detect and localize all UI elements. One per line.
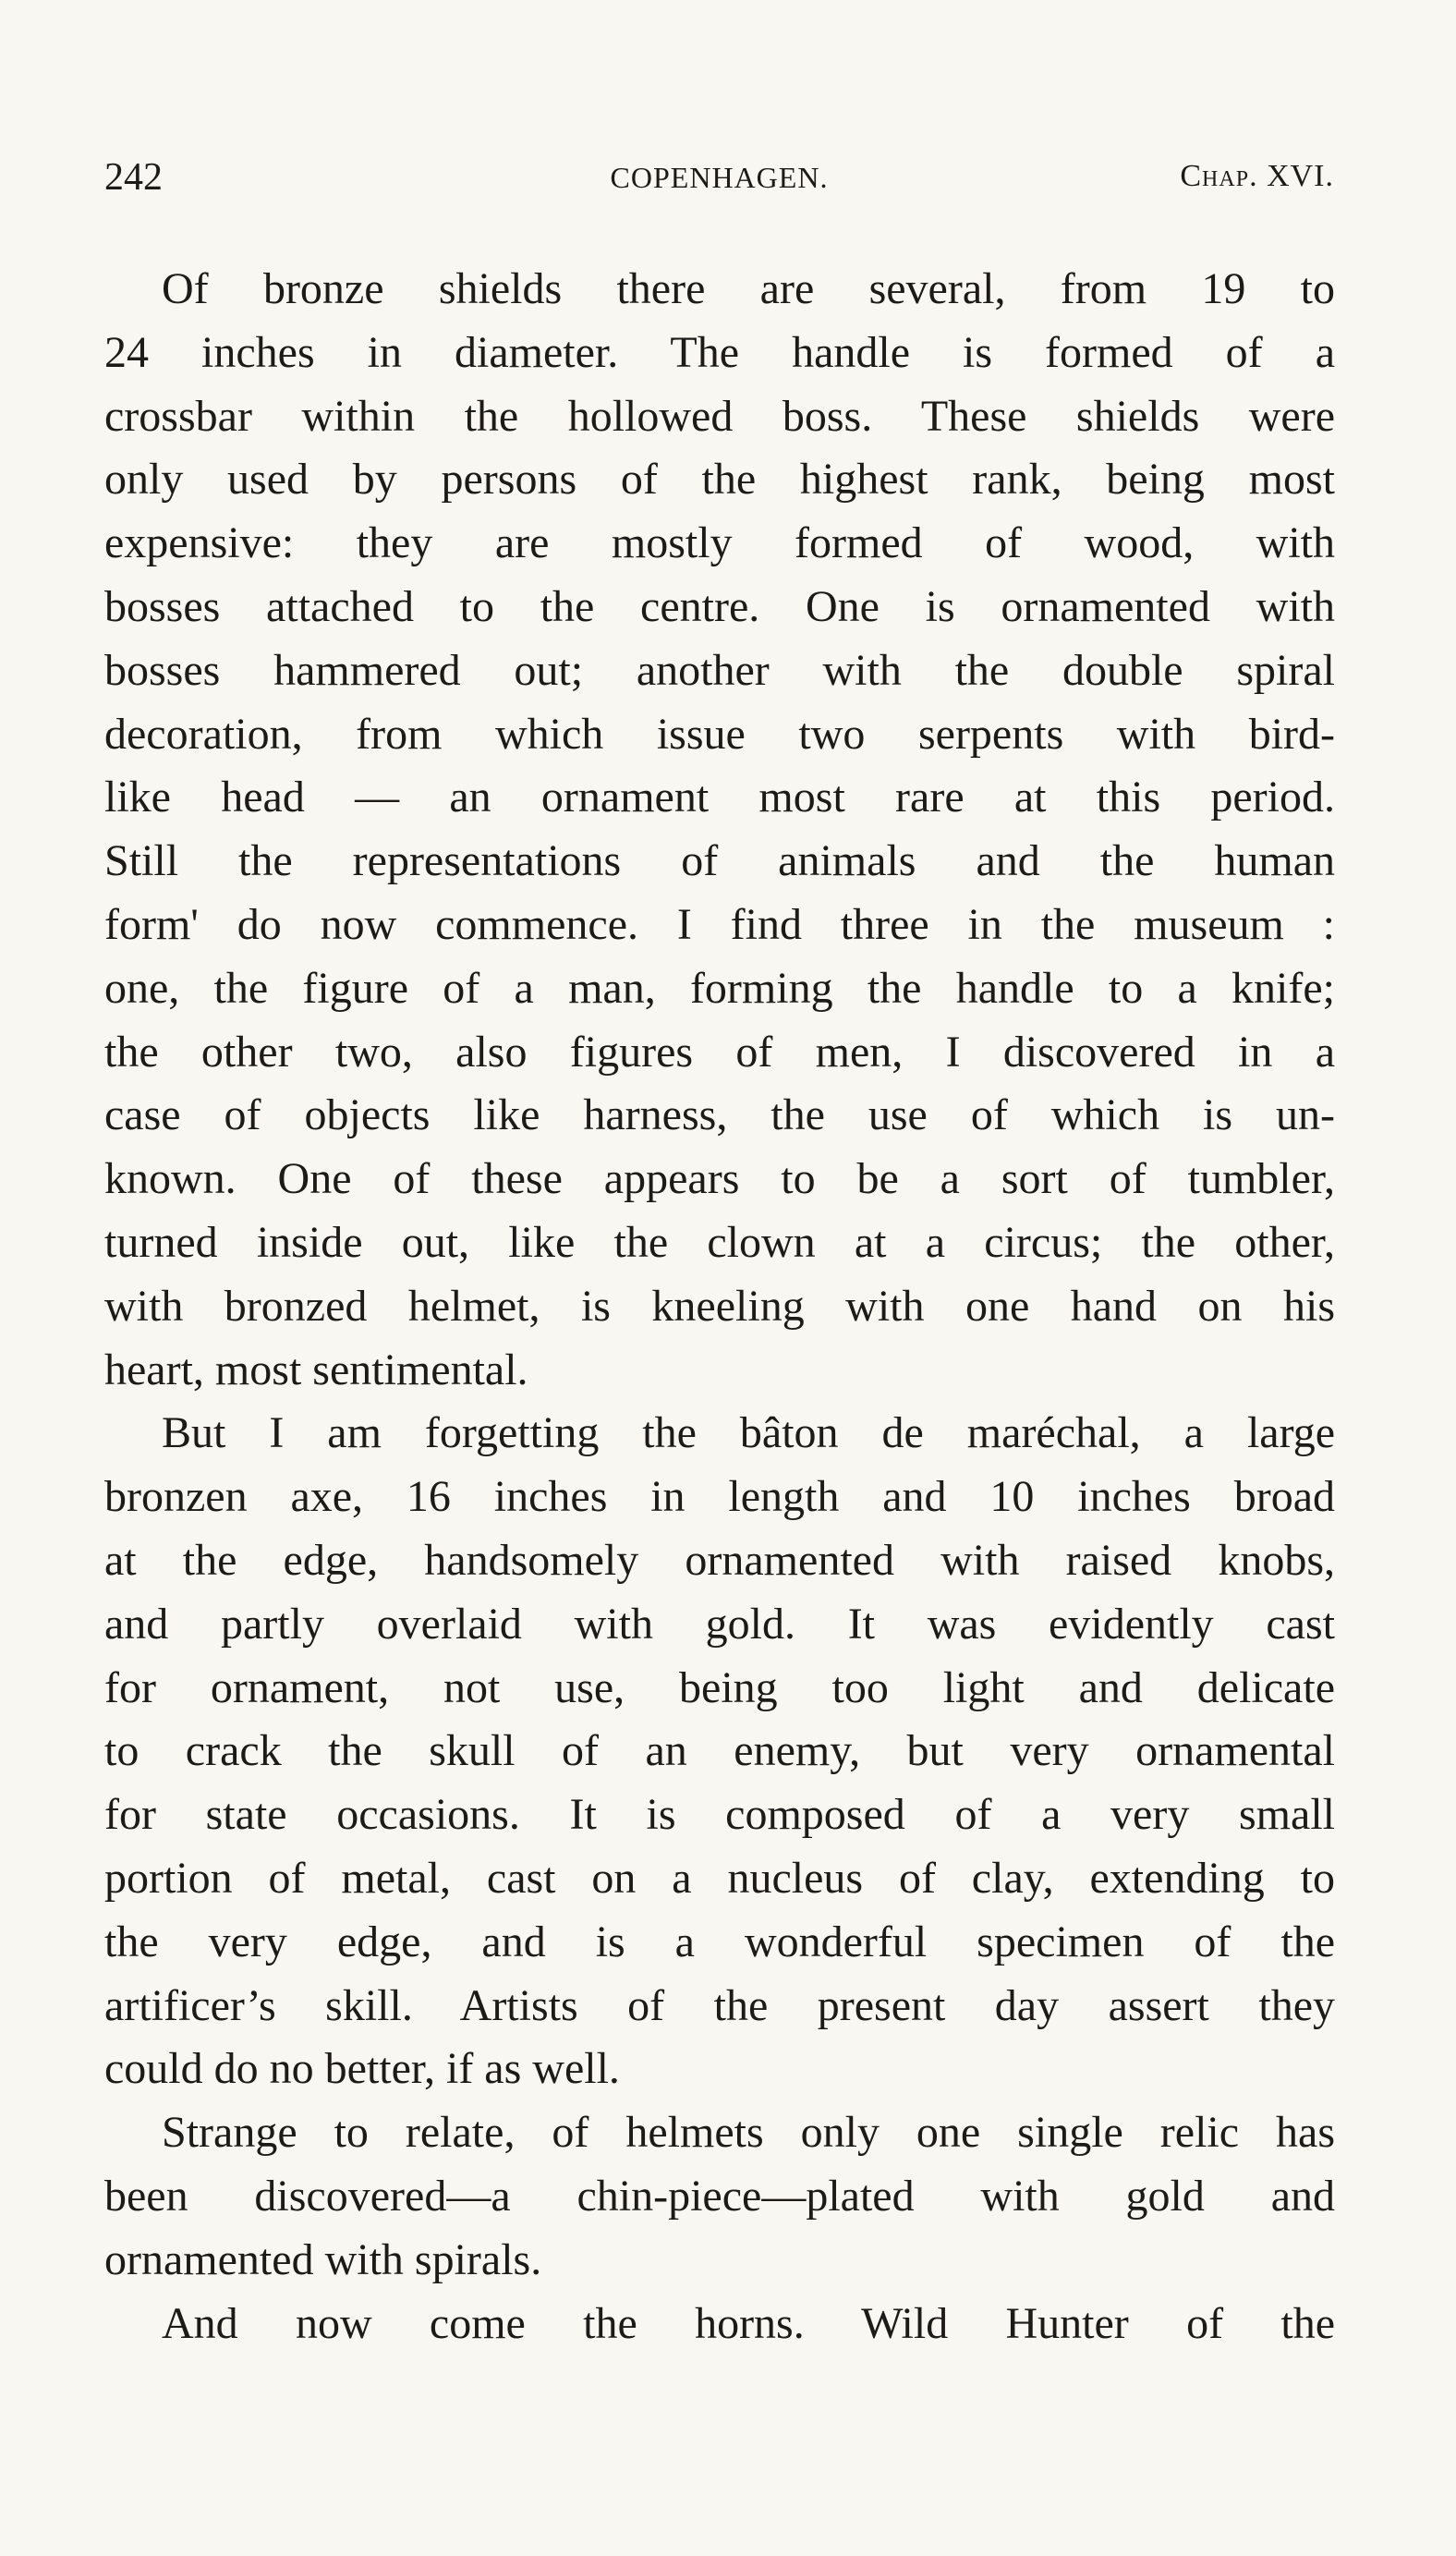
page-number: 242 bbox=[104, 156, 163, 199]
running-title: COPENHAGEN. bbox=[610, 161, 829, 194]
text-line: bosses attached to the centre. One is ornamented with bbox=[104, 581, 1335, 631]
text-line: the other two, also figures of men, I discovered in a bbox=[104, 1027, 1335, 1077]
text-line: known. One of these appears to be a sort of tumbler, bbox=[104, 1154, 1335, 1204]
body-text bbox=[104, 258, 1335, 2355]
text-line: heart, most sentimental. bbox=[104, 1345, 528, 1394]
text-line: with bronzed helmet, is kneeling with one hand on his bbox=[104, 1281, 1335, 1331]
text-line: could do no better, if as well. bbox=[104, 2044, 620, 2094]
text-line: bronzen axe, 16 inches in length and 10 inches broad bbox=[104, 1472, 1335, 1522]
running-head bbox=[104, 155, 1334, 211]
text-line: crossbar within the hollowed boss. These shields were bbox=[104, 391, 1335, 441]
text-line: to crack the skull of an enemy, but very ornamental bbox=[104, 1726, 1335, 1776]
text-line: turned inside out, like the clown at a circus; the other, bbox=[104, 1217, 1335, 1267]
text-line: expensive: they are mostly formed of wood, with bbox=[104, 518, 1335, 568]
chapter-heading: Chap. XVI. bbox=[1180, 159, 1334, 193]
text-line: been discovered—a chin-piece—plated with gold and bbox=[104, 2171, 1335, 2221]
text-line: portion of metal, cast on a nucleus of clay, extending to bbox=[104, 1853, 1335, 1903]
text-line: case of objects like harness, the use of which is un- bbox=[104, 1090, 1335, 1140]
text-line: like head — an ornament most rare at this period. bbox=[104, 773, 1335, 822]
text-line: But I am forgetting the bâton de maréchal, a large bbox=[162, 1408, 1335, 1458]
text-line: bosses hammered out; another with the double spiral bbox=[104, 645, 1335, 695]
text-line: form' do now commence. I find three in the museum : bbox=[104, 899, 1335, 949]
text-line: one, the figure of a man, forming the handle to a knife; bbox=[104, 963, 1335, 1013]
text-line: artificer’s skill. Artists of the present day assert they bbox=[104, 1980, 1335, 2030]
text-line: for ornament, not use, being too light and delicate bbox=[104, 1662, 1335, 1712]
text-line: the very edge, and is a wonderful specimen of the bbox=[104, 1917, 1335, 1966]
text-line: Strange to relate, of helmets only one single relic has bbox=[162, 2108, 1335, 2158]
text-line: decoration, from which issue two serpents with bird- bbox=[104, 709, 1335, 759]
text-line: And now come the horns. Wild Hunter of the bbox=[162, 2298, 1335, 2348]
text-line: for state occasions. It is composed of a very small bbox=[104, 1790, 1335, 1840]
text-line: Of bronze shields there are several, from 19 to bbox=[162, 264, 1335, 313]
text-line: only used by persons of the highest rank, being most bbox=[104, 455, 1335, 505]
text-line: Still the representations of animals and the human bbox=[104, 836, 1335, 886]
text-line: 24 inches in diameter. The handle is formed of a bbox=[104, 327, 1335, 377]
text-line: at the edge, handsomely ornamented with raised knobs, bbox=[104, 1535, 1335, 1585]
text-line: ornamented with spirals. bbox=[104, 2234, 542, 2284]
text-line: and partly overlaid with gold. It was evidently cast bbox=[104, 1599, 1335, 1649]
